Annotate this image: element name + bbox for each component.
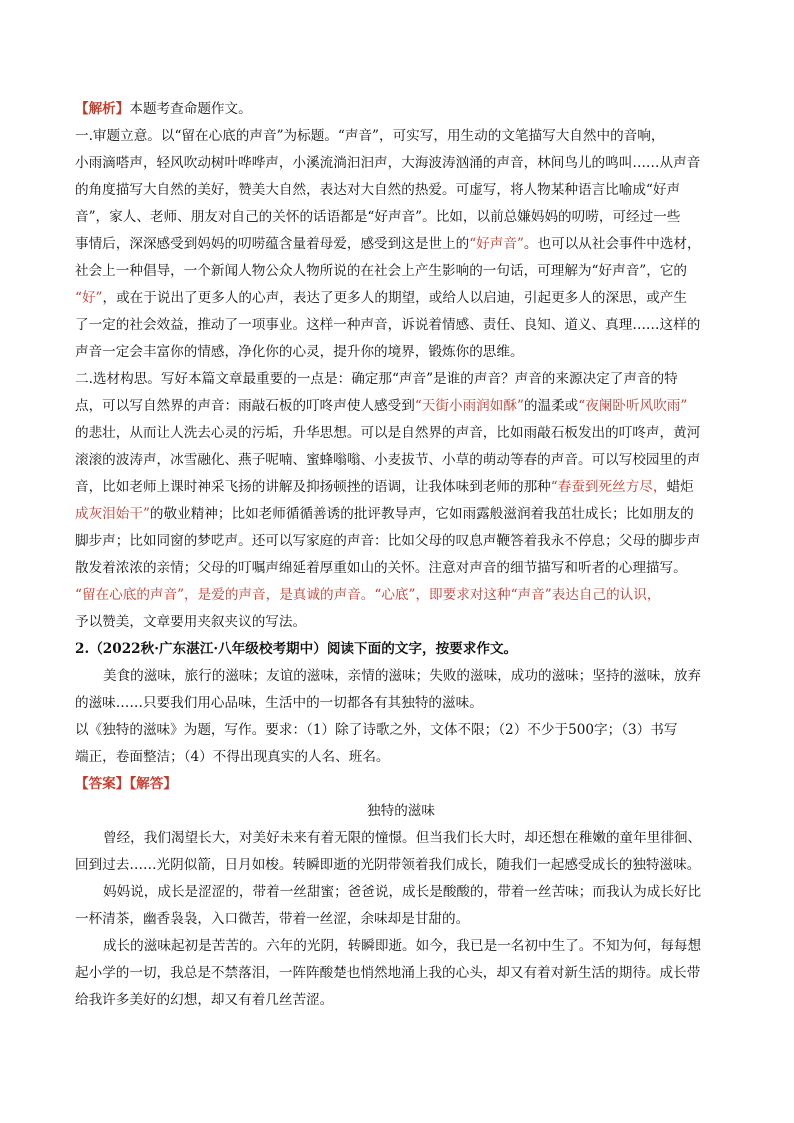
text-run: 。也可以从社会事件中选材， — [523, 236, 701, 252]
analysis-paragraph-1 — [75, 123, 727, 366]
essay-line: 回到过去……光阴似箭，日月如梭。转瞬即逝的光阴带领着我们成长，随我们一起感受成长的独特滋味。 — [75, 857, 701, 873]
text-run: 的角度描写大自然的美好，赞美大自然，表达对大自然的热爱。可虚写，将人物某种语言比喻成“好声 — [75, 182, 681, 198]
prompt-line: 美食的滋味，旅行的滋味；友谊的滋味，亲情的滋味；失败的滋味，成功的滋味；坚持的滋味，放弃 — [103, 668, 702, 684]
text-run: 了一定的社会效益，推动了一项事业。这样一种声音，诉说着情感、责任、良知、道义、真理……这样的 — [75, 317, 701, 333]
analysis-line — [75, 447, 727, 474]
question-number: 2. — [75, 641, 90, 657]
analysis-tag: 【解析】 — [75, 101, 130, 117]
text-run: 音，比如老师上课时神采飞扬的讲解及抑扬顿挫的语调，让我体味到老师的那种 — [75, 479, 551, 495]
analysis-line — [75, 177, 727, 204]
analysis-line — [75, 339, 727, 366]
quoted-text: “留在心底的声音”，是爱的声音，是真诚的声音。“心底”，即要求对这种“声音”表达自己的认识， — [75, 587, 661, 603]
requirement-line: 端正，卷面整洁；（4）不得出现真实的人名、班名。 — [75, 749, 390, 765]
text-run: 点，可以写自然界的声音：雨敲石板的叮咚声使人感受到 — [75, 398, 415, 414]
analysis-line — [75, 501, 727, 528]
analysis-line — [75, 555, 727, 582]
analysis-intro: 本题考查命题作文。 — [129, 101, 252, 117]
essay-line: 起小学的一切，我总是不禁落泪，一阵阵酸楚也悄然地涌上我的心头，却又有着对新生活的期待。成长带 — [75, 965, 701, 981]
essay-line: 给我许多美好的幻想，却又有着几丝苦涩。 — [75, 992, 334, 1008]
analysis-line — [75, 231, 727, 258]
text-run: 音”，家人、老师、朋友对自己的关怀的话语都是“好声音”。比如，以前总嫌妈妈的叨唠，可经过一些 — [75, 209, 681, 225]
text-run: 的悲壮，从而让人洗去心灵的污垢，升华思想。可以是自然界的声音，比如雨敲石板发出的叮咚声，黄河 — [75, 425, 701, 441]
prompt-line: 的滋味……只要我们用心品味，生活中的一切都各有其独特的滋味。 — [75, 695, 483, 711]
analysis-line — [75, 393, 727, 420]
question-heading — [75, 636, 727, 663]
quoted-text: “好声音” — [469, 236, 524, 252]
text-run: 二.选材构思。写好本篇文章最重要的一点是：确定那“声音”是谁的声音？声音的来源决定了声音的特 — [75, 371, 678, 387]
analysis-line — [75, 312, 727, 339]
essay-body — [75, 825, 727, 1014]
analysis-line — [75, 123, 727, 150]
quoted-text: “夜阑卧听风吹雨” — [578, 398, 688, 414]
analysis-line — [75, 285, 727, 312]
analysis-line — [75, 420, 727, 447]
analysis-heading — [75, 96, 727, 123]
text-run: 滚滚的波涛声，冰雪融化、燕子呢喃、蜜蜂嗡嗡、小麦拔节、小草的萌动等春的声音。可以写校园里的声 — [75, 452, 701, 468]
analysis-line — [75, 258, 727, 285]
essay-line: 成长的滋味起初是苦苦的。六年的光阴，转瞬即逝。如今，我已是一名初中生了。不知为何，每每想 — [103, 938, 702, 954]
essay-title: 独特的滋味 — [367, 803, 435, 819]
requirement-line: 以《独特的滋味》为题，写作。要求：（1）除了诗歌之外，文体不限；（2）不少于500字；（3）书写 — [75, 722, 678, 738]
text-run: 社会上一种倡导，一个新闻人物公众人物所说的在社会上产生影响的一句话，可理解为“好声音”，它的 — [75, 263, 688, 279]
analysis-line — [75, 582, 727, 609]
text-run: 的敬业精神；比如老师循循善诱的批评教导声，它如雨露般滋润着我茁壮成长；比如朋友的 — [149, 506, 694, 522]
text-run: 小雨滴嗒声，轻风吹动树叶哗哗声，小溪流淌汩汩声，大海波涛汹涌的声音，林间鸟儿的鸣叫……从声音 — [75, 155, 701, 171]
analysis-paragraph-2 — [75, 366, 727, 636]
text-run: 脚步声；比如同窗的梦呓声。还可以写家庭的声音：比如父母的叹息声鞭答着我永不停息；父母的脚步声 — [75, 533, 701, 549]
text-run: 的温柔或 — [523, 398, 579, 414]
essay-line: 曾经，我们渴望长大，对美好未来有着无限的憧憬。但当我们长大时，却还想在稚嫩的童年里徘徊、 — [103, 830, 702, 846]
question-source: （2022秋·广东湛江·八年级校考期中）阅读下面的文字，按要求作文。 — [89, 641, 518, 657]
quoted-text: 成灰泪始干” — [75, 506, 150, 522]
quoted-text: “好” — [75, 290, 103, 306]
analysis-line — [75, 204, 727, 231]
text-run: 一.审题立意。以“留在心底的声音”为标题。“声音”，可实写，用生动的文笔描写大自然中的音响， — [75, 128, 665, 144]
analysis-line — [75, 474, 727, 501]
text-run: 散发着浓浓的亲情；父母的叮嘱声绵延着厚重如山的关怀。注意对声音的细节描写和听者的心理描写。 — [75, 560, 687, 576]
text-run: 予以赞美，文章要用夹叙夹议的写法。 — [75, 614, 307, 630]
analysis-line — [75, 366, 727, 393]
text-run: 声音一定会丰富你的情感，净化你的心灵，提升你的境界，锻炼你的思维。 — [75, 344, 524, 360]
text-run: ，或在于说出了更多人的心声，表达了更多人的期望，或给人以启迪，引起更多人的深思，或产生 — [102, 290, 688, 306]
document-page — [75, 96, 727, 1014]
analysis-line — [75, 528, 727, 555]
text-run: 事情后，深深感受到妈妈的叨唠蕴含量着母爱，感受到这是世上的 — [75, 236, 470, 252]
text-run: 蜡炬 — [666, 479, 694, 495]
analysis-line — [75, 150, 727, 177]
answer-tag: 【答案】【解答】 — [75, 776, 177, 792]
analysis-line — [75, 609, 727, 636]
essay-line: 妈妈说，成长是涩涩的，带着一丝甜蜜；爸爸说，成长是酸酸的，带着一丝苦味；而我认为成长好比 — [103, 884, 702, 900]
quoted-text: “天街小雨润如酥” — [414, 398, 524, 414]
quoted-text: “春蚕到死丝方尽， — [550, 479, 667, 495]
essay-line: 一杯清茶，幽香袅袅，入口微苦，带着一丝涩，余味却是甘甜的。 — [75, 911, 470, 927]
